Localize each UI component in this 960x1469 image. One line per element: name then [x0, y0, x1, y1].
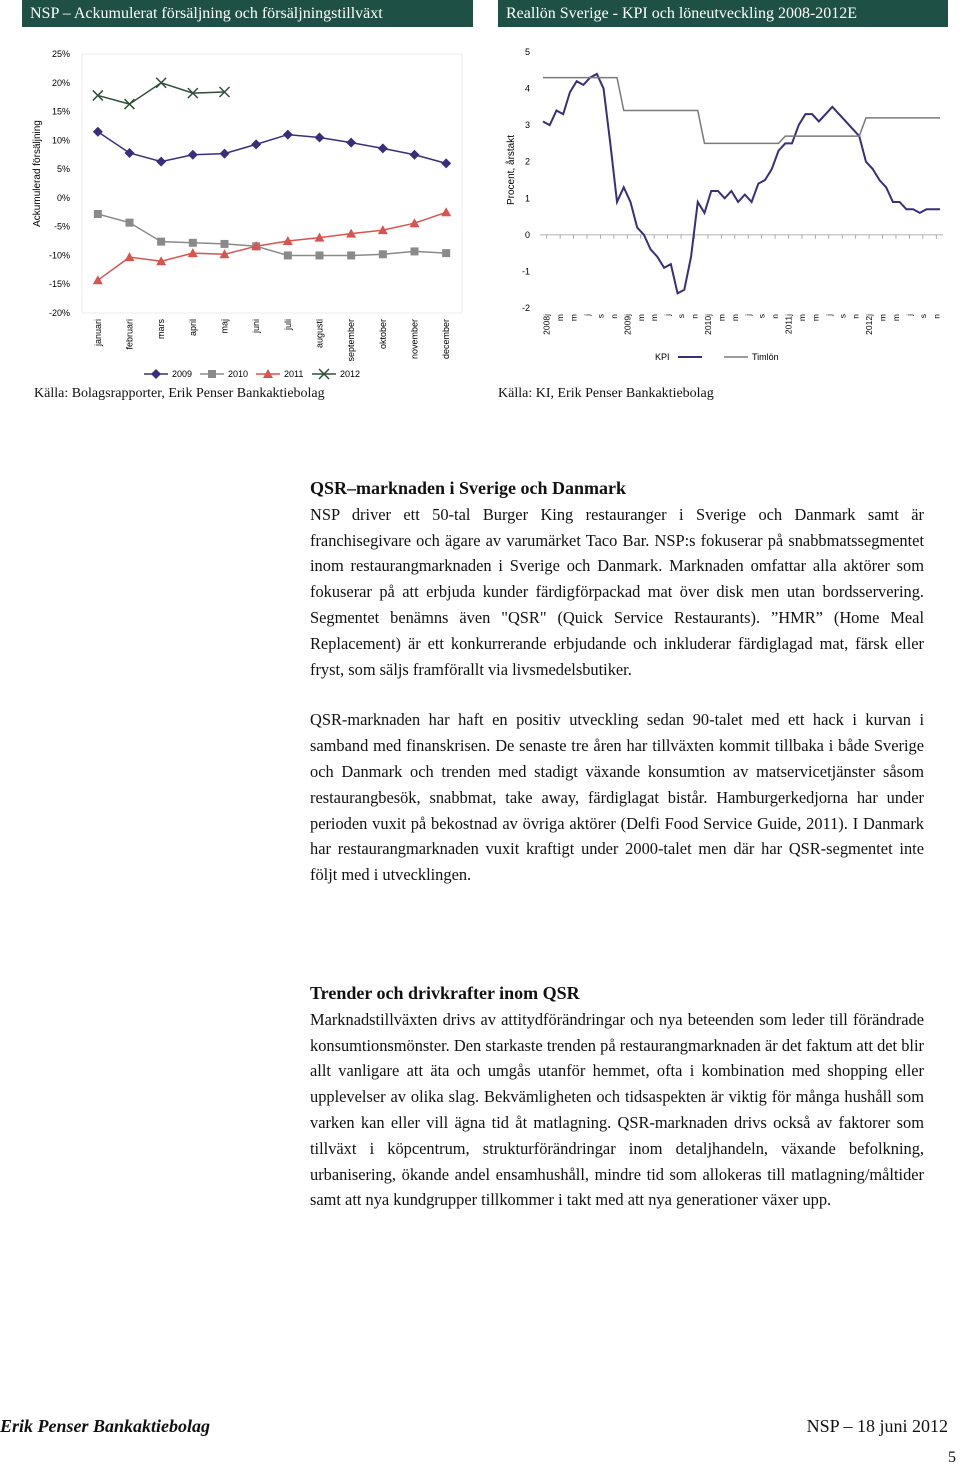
legend-label: 2011	[284, 369, 304, 379]
marker-2009	[251, 139, 261, 149]
x-tick-label: j	[662, 314, 673, 316]
y-tick-label: 5	[524, 47, 530, 57]
right-chart-title: Reallön Sverige - KPI och löneutveckling 2008-2012E	[498, 0, 948, 27]
section-title: QSR–marknaden i Sverige och Danmark	[310, 478, 627, 498]
x-tick-label: m	[555, 314, 566, 322]
y-tick-label: 1	[524, 193, 530, 204]
x-tick-label: s	[917, 314, 928, 319]
x-tick-label: s	[676, 314, 687, 319]
y-tick-label: -10%	[48, 250, 70, 261]
x-tick-label: m	[890, 314, 901, 322]
marker-2010	[126, 219, 134, 227]
marker-2009	[378, 143, 388, 153]
x-tick-label: januari	[92, 319, 103, 347]
x-tick-label: n	[608, 314, 619, 319]
right-chart-source: Källa: KI, Erik Penser Bankaktiebolag	[498, 386, 714, 401]
marker-2011	[93, 275, 103, 284]
y-axis-title: Ackumulerad försäljning	[32, 120, 43, 227]
section-trends	[310, 981, 924, 1213]
y-tick-label: 3	[524, 120, 530, 131]
section-title: Trender och drivkrafter inom QSR	[310, 983, 580, 1003]
marker-2010	[208, 370, 216, 378]
sales-chart	[22, 30, 492, 390]
x-tick-label: m	[716, 314, 727, 322]
marker-2010	[379, 250, 387, 258]
kpi-wage-chart	[498, 30, 950, 370]
series-line-2011	[98, 212, 446, 280]
y-tick-label: 10%	[51, 135, 70, 146]
x-tick-label: oktober	[377, 319, 388, 350]
x-tick-label: m	[568, 314, 579, 322]
x-tick-label: mars	[156, 319, 167, 339]
y-axis-title: Procent, årstakt	[506, 134, 517, 206]
y-tick-label: -5%	[53, 221, 70, 232]
x-tick-label: 2011j	[783, 314, 794, 335]
x-tick-label: m	[635, 314, 646, 322]
legend-label: 2009	[172, 369, 193, 379]
x-tick-label: 2010j	[702, 314, 713, 335]
section-qsr-market	[310, 476, 924, 888]
marker-2009	[156, 157, 166, 167]
marker-2011	[125, 252, 135, 261]
x-tick-label: n	[770, 314, 781, 319]
marker-2010	[189, 239, 197, 247]
y-tick-label: 15%	[51, 106, 70, 117]
paragraph: QSR-marknaden har haft en positiv utveckling sedan 90-talet med ett hack i kurvan i samband med finanskrisen. De senaste tre åren har tillväxten kommit tillbaka i både Sverige och Danmark och trenden med stadigt växande konsumtion av matservicetjänster såsom restaurangbesök, snabbmat, take away, färdiglagat bistår. Hamburgerkedjorna har under perioden vuxit på bekostnad av övriga aktörer (Delfi Food Service Guide, 2011). I Danmark har restaurangmarknaden vuxit kraftigt under 2000-talet men där har QSR-segmentet inte följt med i utvecklingen.	[310, 710, 924, 885]
marker-2009	[188, 150, 198, 160]
x-tick-label: 2008j	[541, 314, 552, 335]
marker-2009	[410, 150, 420, 160]
x-tick-label: 2009j	[622, 314, 633, 335]
y-tick-label: -1	[521, 266, 530, 277]
marker-2011	[441, 207, 451, 216]
x-tick-label: n	[850, 314, 861, 319]
marker-2010	[284, 251, 292, 259]
marker-2010	[157, 238, 165, 246]
left-chart-source: Källa: Bolagsrapporter, Erik Penser Bankaktiebolag	[34, 386, 325, 401]
series-line-2010	[98, 214, 446, 255]
x-tick-label: m	[649, 314, 660, 322]
marker-2010	[442, 249, 450, 257]
marker-2009	[346, 138, 356, 148]
x-tick-label: maj	[219, 319, 230, 334]
marker-2010	[316, 251, 324, 259]
paragraph: Marknadstillväxten drivs av attitydförändringar och nya beteenden som leder till förändrade konsumtionsmönster. Den starkaste trenden på restaurangmarknaden är det faktum att det blir allt vanligare att äta och umgås utanför hemmet, ofta i kombination med shopping eller upplevelser av olika slag. Bekvämligheten och tidsaspekten är viktig för många hushåll som varken kan eller vill ägna tid åt matlagning. QSR-marknaden drivs också av faktorer som tillväxt i köpcentrum, strukturförändringar inom detaljhandeln, växande befolkning, urbanisering, ökande andel ensamhushåll, mindre tid som allokeras till matlagning/måltider samt att nya kundgrupper tillkommer i takt med att nya generationer växer upp.	[310, 1009, 924, 1210]
marker-2010	[94, 210, 102, 218]
y-tick-label: 20%	[51, 77, 70, 88]
series-line-KPI	[543, 74, 940, 293]
x-tick-label: j	[904, 314, 915, 316]
marker-2009	[315, 132, 325, 142]
marker-2010	[347, 251, 355, 259]
footer-doc-date: NSP – 18 juni 2012	[806, 1416, 948, 1436]
x-tick-label: j	[582, 314, 593, 316]
plot-frame	[82, 54, 462, 313]
x-tick-label: m	[796, 314, 807, 322]
x-tick-label: november	[409, 319, 420, 360]
series-line-2009	[98, 132, 446, 164]
legend-label: Timlön	[752, 352, 779, 362]
x-tick-label: n	[689, 314, 700, 319]
marker-2010	[221, 240, 229, 248]
marker-2009	[441, 158, 451, 168]
x-tick-label: juli	[282, 319, 293, 331]
marker-2010	[411, 247, 419, 255]
x-tick-label: s	[756, 314, 767, 319]
x-tick-label: september	[346, 319, 357, 362]
marker-2009	[93, 127, 103, 137]
legend-label: KPI	[655, 352, 670, 362]
y-tick-label: 5%	[56, 164, 70, 175]
x-tick-label: j	[823, 314, 834, 316]
y-tick-label: -15%	[48, 279, 70, 290]
x-tick-label: s	[837, 314, 848, 319]
paragraph: NSP driver ett 50-tal Burger King restauranger i Sverige och Danmark samt är franchisegivare och ägare av varumärket Taco Bar. NSP:s fokuserar på snabbmatssegmentet inom restaurangmarknaden i Sverige och Danmark. Marknaden omfattar alla aktörer som fokuserar på att erbjuda kunder färdigförpackad mat över disk men utan bordsservering. Segmentet benämns även "QSR" (Quick Service Restaurants). ”HMR” (Home Meal Replacement) är ett konkurrerande erbjudande och inkluderar färdiglagad mat, färsk eller fryst, som säljs framförallt via livsmedelsbutiker.	[310, 504, 924, 679]
y-tick-label: 4	[524, 83, 530, 94]
y-tick-label: -2	[521, 303, 530, 313]
y-tick-label: 0%	[56, 192, 70, 203]
x-tick-label: m	[810, 314, 821, 322]
legend-label: 2012	[340, 369, 361, 379]
x-tick-label: februari	[124, 319, 135, 350]
x-tick-label: december	[441, 319, 452, 360]
x-tick-label: j	[743, 314, 754, 316]
marker-2009	[220, 149, 230, 159]
y-tick-label: -20%	[48, 308, 70, 318]
x-tick-label: augusti	[314, 319, 325, 349]
page-number: 5	[948, 1449, 956, 1466]
left-chart-title: NSP – Ackumulerat försäljning och försäljningstillväxt	[22, 0, 473, 27]
y-tick-label: 0	[524, 229, 530, 240]
x-tick-label: april	[187, 319, 198, 337]
x-tick-label: juni	[251, 319, 262, 334]
x-tick-label: s	[595, 314, 606, 319]
x-tick-label: m	[877, 314, 888, 322]
x-tick-label: n	[931, 314, 942, 319]
series-line-2012	[98, 83, 225, 104]
y-tick-label: 2	[524, 156, 530, 167]
marker-2009	[125, 148, 135, 158]
footer-company: Erik Penser Bankaktiebolag	[0, 1416, 211, 1436]
marker-2009	[151, 369, 161, 379]
legend-label: 2010	[228, 369, 249, 379]
x-tick-label: 2012j	[864, 314, 875, 335]
x-tick-label: m	[729, 314, 740, 322]
marker-2009	[283, 130, 293, 140]
y-tick-label: 25%	[51, 49, 70, 59]
